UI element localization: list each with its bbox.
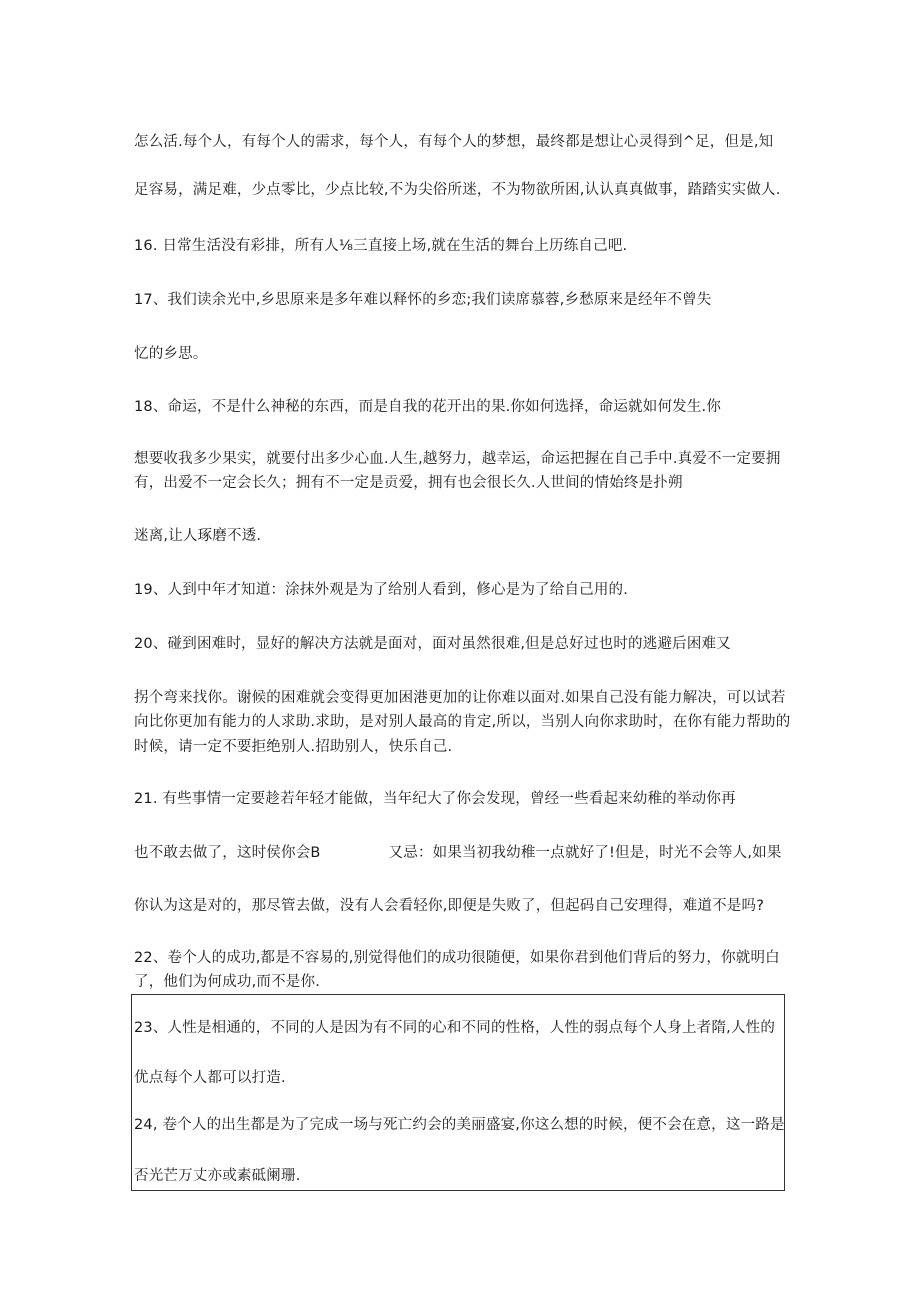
text-line-9: 迷离,让人琢磨不透. (134, 528, 262, 544)
text-line-11: 20、碰到困难时，显好的解决方法就是面对，面对虽然很难,但是总好过也时的逃避后困难又 (134, 636, 731, 652)
text-line-14: 时候，请一定不要拒绝别人.招助别人，快乐自己. (134, 739, 453, 755)
text-line-21: 优点每个人都可以打造. (134, 1070, 286, 1086)
text-line-7: 想要收我多少果实，就要付出多少心血.人生,越努力，越幸运，命运把握在自己手中.真爱不一定要拥 (134, 451, 781, 467)
text-line-19: 了，他们为何成功,而不是你. (134, 974, 321, 990)
text-line-23: 否光芒万丈亦或素砥阑珊. (134, 1168, 301, 1184)
text-line-6: 18、命运，不是什么神秘的东西，而是自我的花开出的果.你如何选择，命运就如何发生.你 (134, 399, 722, 415)
text-line-10: 19、人到中年才知道：涂抹外观是为了给别人看到，修心是为了给自己用的. (134, 582, 629, 598)
text-line-3: 16. 日常生活没有彩排，所有人⅛三直接上场,就在生活的舞台上历练自己吧. (134, 238, 628, 254)
text-line-16-part-a: 也不敢去做了，这时侯你会B (134, 845, 321, 861)
text-line-4: 17、我们读余光中,乡思原来是多年难以释怀的乡恋;我们读席慕蓉,乡愁原来是经年不曾失 (134, 292, 712, 308)
text-line-17: 你认为这是对的，那尽管去做，没有人会看轻你,即便是失败了，但起码自己安理得，难道不是吗? (134, 898, 765, 914)
text-line-1: 怎么活.每个人，有每个人的需求，每个人，有每个人的梦想，最终都是想让心灵得到^足，但是,知 (134, 134, 774, 150)
text-line-13: 向比你更加有能力的人求助.求助，是对别人最高的肯定,所以，当别人向你求助时，在你有能力帮助的 (134, 714, 791, 730)
text-line-15: 21. 有些事情一定要趁若年轻才能做，当年纪大了你会发现，曾经一些看起来幼稚的举动你再 (134, 791, 736, 807)
text-line-18: 22、卷个人的成功,都是不容易的,别觉得他们的成功很随便，如果你君到他们背后的努力，你就明白 (134, 950, 780, 966)
text-line-2: 足容易，满足难，少点零比，少点比较,不为尖俗所迷，不为物欲所困,认认真真做事，踏踏实实做人. (134, 182, 781, 198)
text-line-16-part-b: 又忌：如果当初我幼稚一点就好了!但是，时光不会等人,如果 (388, 845, 782, 861)
text-line-8: 有，出爱不一定会长久；拥有不一定是贡爱，拥有也会很长久.人世间的情始终是扑朔 (134, 475, 683, 491)
text-line-12: 拐个弯来找你。谢候的困难就会变得更加困港更加的让你难以面对.如果自己没有能力解决，可以试若 (134, 690, 786, 706)
text-line-22: 24, 卷个人的出生都是为了完成一场与死亡约会的美丽盛宴,你这么想的时候，便不会在意，这一路是 (134, 1117, 785, 1133)
text-line-5: 忆的乡思。 (134, 346, 208, 362)
text-line-16 (134, 843, 782, 863)
text-line-20: 23、人性是相通的，不同的人是因为有不同的心和不同的性格，人性的弱点每个人身上者隋,人性的 (134, 1020, 776, 1036)
